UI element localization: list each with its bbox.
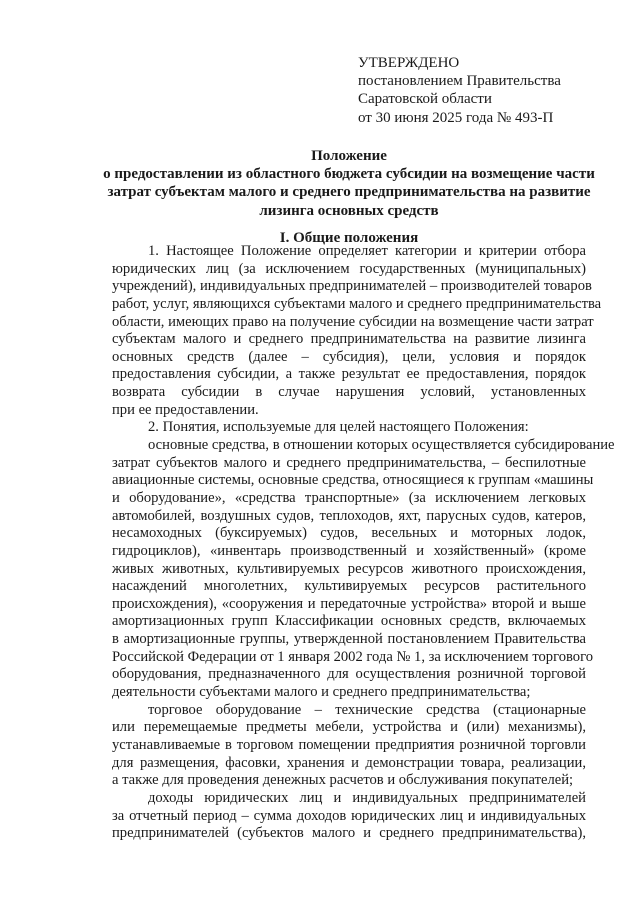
document-body — [112, 243, 615, 843]
text-line: автомобилей, воздушных судов, теплоходов, яхт, парусных судов, катеров, — [112, 507, 586, 524]
paragraph — [112, 419, 586, 437]
text-line: работ, услуг, являющихся субъектами малого и среднего предпринимательства — [112, 295, 602, 312]
title-heading: Положение — [311, 148, 387, 164]
text-line: несамоходных (буксируемых) судов, весельных и моторных лодок, — [112, 525, 586, 542]
text-line: затрат субъектов малого и среднего предпринимательства, – беспилотные — [112, 454, 586, 471]
paragraph — [112, 243, 602, 419]
text-line: оборудования, предназначенного для осуществления розничной торговой — [112, 666, 586, 683]
text-line: возврата субсидии в случае нарушения условий, установленных — [112, 384, 586, 401]
approval-heading: УТВЕРЖДЕНО — [358, 55, 460, 71]
text-line: или перемещаемые предметы мебели, устройства и (или) механизмы), — [112, 719, 586, 736]
text-line: насаждений многолетних, культивируемых ресурсов растительного — [112, 578, 586, 595]
text-line: торговое оборудование – технические средства (стационарные — [148, 701, 586, 718]
document-title — [90, 147, 608, 220]
text-line: предоставления субсидии, а также результат ее предоставления, порядок — [112, 366, 586, 383]
text-line: 2. Понятия, используемые для целей настоящего Положения: — [148, 419, 529, 436]
text-line: а также для проведения денежных расчетов и обслуживания покупателей; — [112, 772, 574, 789]
text-line: доходы юридических лиц и индивидуальных предпринимателей — [148, 789, 586, 806]
text-line: живых животных, культивируемых ресурсов животного происхождения, — [112, 560, 586, 577]
paragraph — [112, 702, 586, 790]
approval-line: Саратовской области — [358, 91, 492, 108]
text-line: субъектам малого и среднего предпринимательства на развитие лизинга — [112, 331, 586, 348]
paragraph — [112, 437, 615, 702]
approval-line: постановлением Правительства — [358, 73, 561, 90]
title-line: затрат субъектам малого и среднего предпринимательства на развитие — [107, 184, 591, 201]
text-line: предпринимателей (субъектов малого и среднего предпринимательства), — [112, 825, 586, 842]
text-line: авиационные системы, основные средства, относящиеся к группам «машины — [112, 472, 594, 489]
text-line: гидроциклов), «инвентарь производственный и хозяйственный» (кроме — [112, 542, 586, 559]
approval-stamp — [358, 54, 561, 127]
title-line: о предоставлении из областного бюджета субсидии на возмещение части — [103, 166, 595, 183]
section-heading: I. Общие положения — [279, 230, 419, 246]
text-line: и оборудование», «средства транспортные» (за исключением легковых — [112, 489, 586, 506]
text-line: происхождения), «сооружения и передаточные устройства» второй и выше — [112, 595, 586, 612]
paragraph — [112, 790, 586, 843]
text-line: основные средства, в отношении которых осуществляется субсидирование — [148, 437, 615, 454]
approval-date-number: от 30 июня 2025 года № 493-П — [358, 109, 554, 126]
text-line: за отчетный период – сумма доходов юридических лиц и индивидуальных — [112, 807, 586, 824]
text-line: в амортизационные группы, утвержденной постановлением Правительства — [112, 631, 586, 648]
text-line: 1. Настоящее Положение определяет категории и критерии отбора — [148, 243, 586, 259]
text-line: деятельности субъектами малого и среднего предпринимательства; — [112, 684, 531, 701]
text-line: Российской Федерации от 1 января 2002 года № 1, за исключением торгового — [112, 648, 594, 665]
text-line: основных средств (далее – субсидия), цели, условия и порядок — [112, 348, 586, 365]
text-line: при ее предоставлении. — [112, 401, 259, 418]
text-line: учреждений), индивидуальных предпринимателей – производителей товаров — [112, 278, 592, 295]
text-line: юридических лиц (за исключением государственных (муниципальных) — [112, 260, 586, 277]
text-line: устанавливаемые в торговом помещении предприятия розничной торговли — [112, 736, 586, 753]
title-line: лизинга основных средств — [259, 202, 439, 219]
text-line: амортизационных групп Классификации основных средств, включаемых — [112, 613, 586, 630]
text-line: для размещения, фасовки, хранения и демонстрации товара, реализации, — [112, 754, 586, 771]
text-line: области, имеющих право на получение субсидии на возмещение части затрат — [112, 313, 594, 330]
